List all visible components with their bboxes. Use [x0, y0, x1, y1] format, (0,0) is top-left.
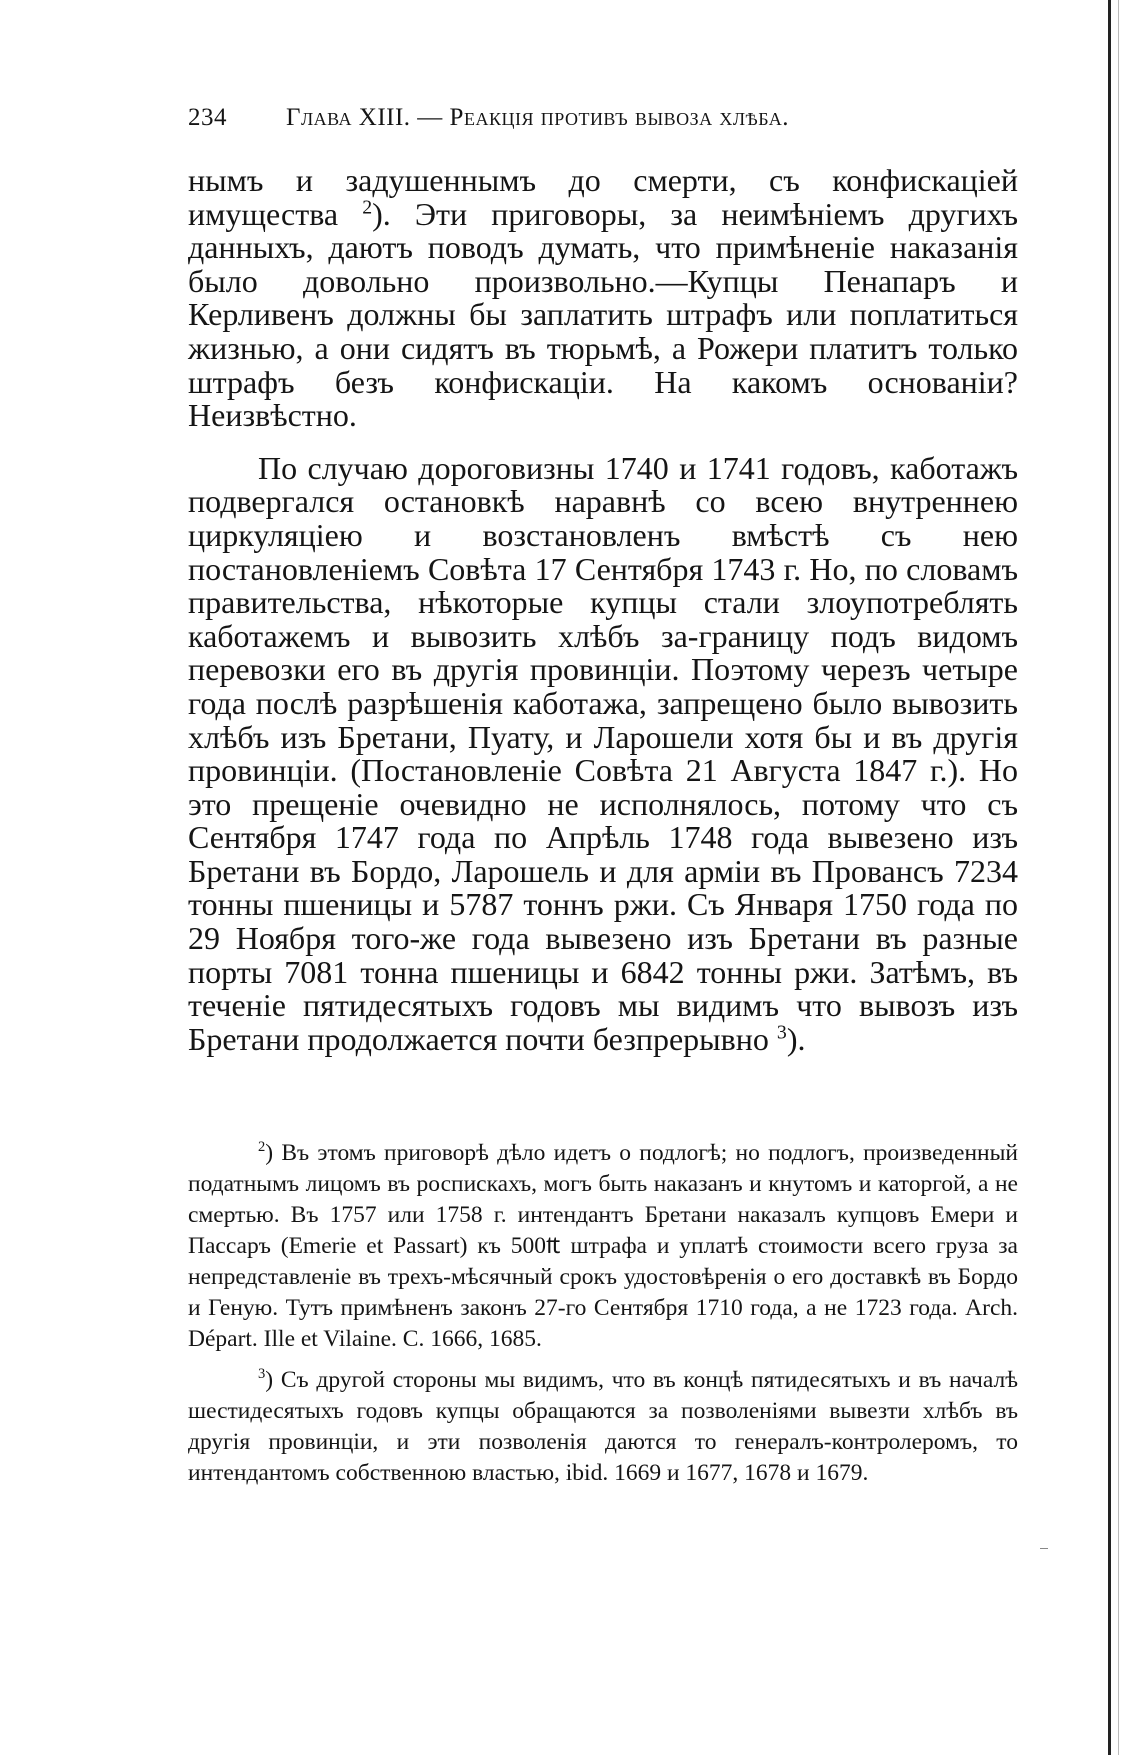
page-edge-shadow [1118, 0, 1119, 1755]
paragraph-2-text-a: По случаю дороговизны 1740 и 1741 годовъ, каботажъ подвергался остановкѣ наравнѣ со всею внутреннею циркуляціею и возстановленъ вмѣстѣ съ нею постановленіемъ Совѣта 17 Сентября 1743 г. Но, по словамъ правительства, нѣкоторые купцы стали злоупотреблять каботажемъ и вывозить хлѣбъ за-границу подъ видомъ перевозки его въ другія провинціи. Поэтому черезъ четыре года послѣ разрѣшенія каботажа, запрещено было вывозить хлѣбъ изъ Бретани, Пуату, и Ларошели хотя бы и въ другія провинціи. (Постановленіе Совѣта 21 Августа 1847 г.). Но это прещеніе очевидно не исполнялось, потому что съ Сентября 1747 года по Апрѣль 1748 года вывезено изъ Бретани въ Бордо, Ларошель и для арміи въ Провансъ 7234 тонны пшеницы и 5787 тоннъ ржи. Съ Января 1750 года по 29 Ноября того-же года вывезено изъ Бретани въ разные порты 7081 тонна пшеницы и 6842 тонны ржи. Затѣмъ, въ теченіе пятидесятыхъ годовъ мы видимъ что вывозъ изъ Бретани продолжается почти безпрерывно [188, 449, 1018, 1057]
main-text [188, 164, 1018, 1056]
page-edge-line [1108, 0, 1111, 1755]
paragraph-1-text-b: ). Эти приговоры, за неимѣніемъ другихъ данныхъ, даютъ поводъ думать, что примѣненіе наказанія было довольно произвольно.—Купцы Пенапаръ и Керливенъ должны бы заплатить штрафъ или поплатиться жизнью, а они сидятъ въ тюрьмѣ, а Рожери платитъ только штрафъ безъ конфискаціи. На какомъ основаніи? Неизвѣстно. [188, 195, 1018, 434]
footnote-3 [188, 1365, 1018, 1489]
paragraph-2 [188, 449, 1018, 1057]
footnote-text: ) Съ другой стороны мы видимъ, что въ концѣ пятидесятыхъ и въ началѣ шестидесятыхъ годовъ купцы обращаются за позволеніями вывезти хлѣбъ въ другія провинціи, и эти позволенія даются то генералъ-контролеромъ, то интендантомъ собственною властью, ibid. 1669 и 1677, 1678 и 1679. [188, 1367, 1018, 1486]
footnotes [188, 1138, 1018, 1499]
footnote-text: ) Въ этомъ приговорѣ дѣло идетъ о подлогѣ; но подлогъ, произведенный податнымъ лицомъ въ роспискахъ, могъ быть наказанъ и кнутомъ и каторгой, а не смертью. Въ 1757 или 1758 г. интендантъ Бретани наказалъ купцовъ Емери и Пассаръ (Emerie et Passart) къ 500₶ штрафа и уплатѣ стоимости всего груза за непредставленіе въ трехъ-мѣсячный срокъ удостовѣренія о его доставкѣ въ Бордо и Геную. Тутъ примѣненъ законъ 27-го Сентября 1710 года, а не 1723 года. Arch. Départ. Ille et Vilaine. C. 1666, 1685. [188, 1140, 1018, 1352]
footnote-ref-2: 2 [362, 195, 373, 218]
page-number: 234 [188, 104, 227, 131]
running-title: Глава XIII. — Реакція противъ вывоза хлѣба. [286, 104, 790, 131]
footnote-2 [188, 1138, 1018, 1355]
paragraph-1 [188, 164, 1018, 433]
page-header [188, 104, 1018, 132]
paragraph-1-text-a: нымъ и задушеннымъ до смерти, съ конфискаціей имущества [188, 162, 1018, 232]
footnote-ref-3: 3 [776, 1021, 787, 1044]
paragraph-2-text-b: ). [786, 1020, 806, 1057]
scan-mark [1040, 1548, 1048, 1549]
footnote-marker: 3 [258, 1366, 266, 1383]
footnote-marker: 2 [258, 1139, 266, 1156]
